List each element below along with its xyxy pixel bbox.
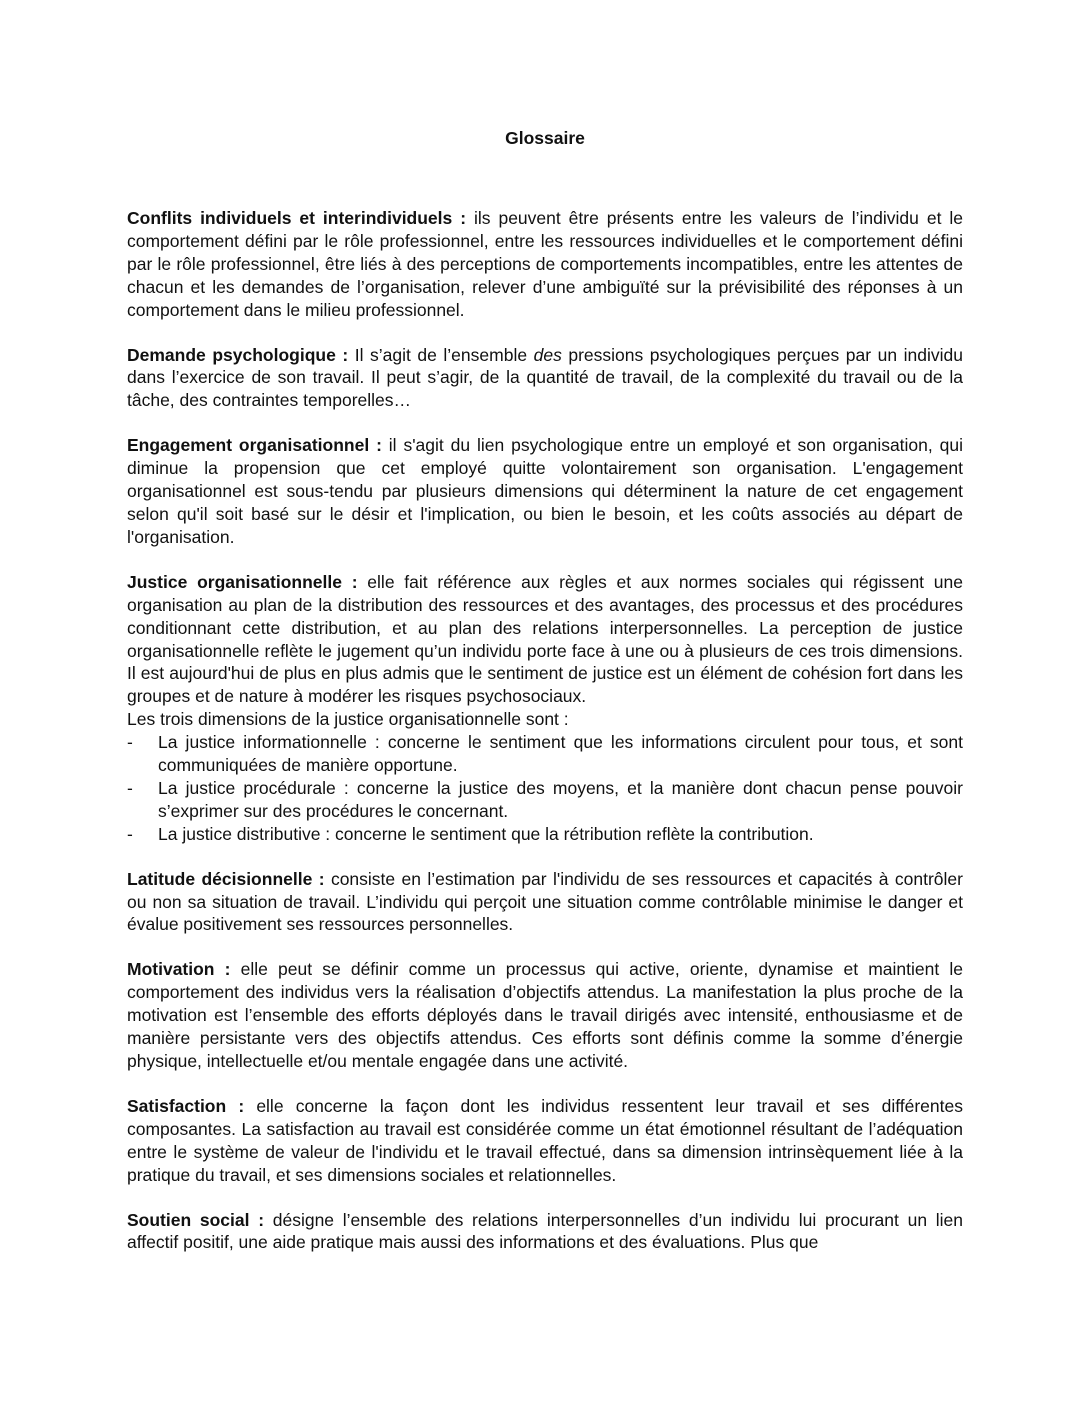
entry-term: Soutien social : (127, 1209, 265, 1230)
list-intro: Les trois dimensions de la justice organisationnelle sont : (127, 709, 569, 730)
entry-definition-part: Il s’agit de l’ensemble (348, 344, 534, 365)
entry-paragraph (127, 571, 963, 708)
entry-definition: désigne l’ensemble des relations interpersonnelles d’un individu lui procurant un lien affectif positif, une aide pratique mais aussi des informations et des évaluations. Plus que (127, 1209, 964, 1253)
entry-term: Latitude décisionnelle : (127, 868, 325, 889)
list-item (127, 777, 963, 823)
entry-definition-part: pressions psychologiques perçues par un individu dans l’exercice de son travail. Il peut s’agir, de la quantité de travail, de la complexité du travail ou de la tâche, des contraintes temporelles… (127, 344, 963, 411)
list-item-text: La justice informationnelle : concerne le sentiment que les informations circulent pour tous, et sont communiquées de manière opportune. (158, 732, 963, 776)
entry-paragraph (127, 1209, 963, 1255)
entry-term: Motivation : (127, 959, 231, 980)
entry-satisfaction (127, 1095, 963, 1187)
entry-paragraph (127, 207, 963, 322)
entry-conflits (127, 207, 963, 322)
glossary-page (127, 128, 963, 1276)
entry-definition: ils peuvent être présents entre les valeurs de l’individu et le comportement défini par le rôle professionnel, entre les ressources individuelles et le comportement défini par le rôle professionnel, être liés à des perceptions de comportements incompatibles, entre les attentes de chacun et les demandes de l’organisation, relever d’une ambiguïté sur la prévisibilité des réponses à un comportement dans le milieu professionnel. (127, 208, 963, 320)
entry-definition: elle concerne la façon dont les individus ressentent leur travail et ses différentes composantes. La satisfaction au travail est considérée comme un état émotionnel résultant de l’adéquation entre le système de valeur de l'individu et le travail effectué, dans sa dimension intrinsèquement liée à la pratique du travail, et ses dimensions sociales et relationnelles. (127, 1095, 963, 1185)
entry-term: Satisfaction : (127, 1095, 245, 1116)
bullet-marker: - (127, 732, 133, 753)
entry-definition: consiste en l’estimation par l'individu de ses ressources et capacités à contrôler ou non sa situation de travail. L’individu qui perçoit une situation comme contrôlable minimise le danger et évalue positivement ses ressources personnelles. (127, 868, 963, 935)
list-item (127, 731, 963, 777)
entry-motivation (127, 958, 963, 1073)
list-item (127, 823, 963, 846)
bullet-marker: - (127, 823, 133, 844)
entry-paragraph (127, 344, 963, 413)
list-item-text: La justice distributive : concerne le sentiment que la rétribution reflète la contribution. (158, 823, 814, 844)
entry-demande-psychologique (127, 344, 963, 413)
entry-term: Demande psychologique : (127, 344, 349, 365)
entry-justice-organisationnelle (127, 571, 963, 846)
page-title: Glossaire (505, 128, 585, 148)
entry-definition-emphasis: des (533, 344, 562, 365)
entry-engagement-organisationnel (127, 434, 963, 549)
bullet-marker: - (127, 777, 133, 798)
entry-term: Engagement organisationnel : (127, 435, 382, 456)
entry-paragraph (127, 868, 963, 937)
entry-definition: elle fait référence aux règles et aux normes sociales qui régissent une organisation au plan de la distribution des ressources et des avantages, des processus et des procédures conditionnant cette distribution, et au plan des relations interpersonnelles. La perception de justice organisationnelle reflète le jugement qu’un individu porte face à une ou à plusieurs de ces trois dimensions. Il est aujourd'hui de plus en plus admis que le sentiment de justice est un élément de cohésion fort dans les groupes et de nature à modérer les risques psychosociaux. (127, 571, 964, 707)
entry-term: Conflits individuels et interindividuels : (127, 208, 467, 228)
entry-latitude-decisionnelle (127, 868, 963, 937)
entry-paragraph (127, 958, 963, 1073)
dimensions-list (127, 731, 963, 846)
entry-definition: elle peut se définir comme un processus qui active, oriente, dynamise et maintient le comportement des individus vers la réalisation d’objectifs attendus. La manifestation la plus proche de la motivation est l’ensemble des efforts déployés dans le travail dirigés avec intensité, enthousiasme et de manière persistante vers des objectifs attendus. Ces efforts sont définis comme la somme d’énergie physique, intellectuelle et/ou mentale engagée dans une activité. (127, 959, 963, 1071)
entry-paragraph (127, 1095, 963, 1187)
entry-definition: il s'agit du lien psychologique entre un employé et son organisation, qui diminue la propension que cet employé quitte volontairement son organisation. L'engagement organisationnel est sous-tendu par plusieurs dimensions qui déterminent la nature de cet engagement selon qu'il soit basé sur le désir et l'implication, ou bien le besoin, et les coûts associés au départ de l'organisation. (127, 435, 963, 547)
entry-term: Justice organisationnelle : (127, 571, 358, 592)
entry-soutien-social (127, 1209, 963, 1255)
entry-paragraph (127, 434, 963, 549)
list-item-text: La justice procédurale : concerne la justice des moyens, et la manière dont chacun pense pouvoir s’exprimer sur des procédures le concernant. (158, 777, 963, 821)
